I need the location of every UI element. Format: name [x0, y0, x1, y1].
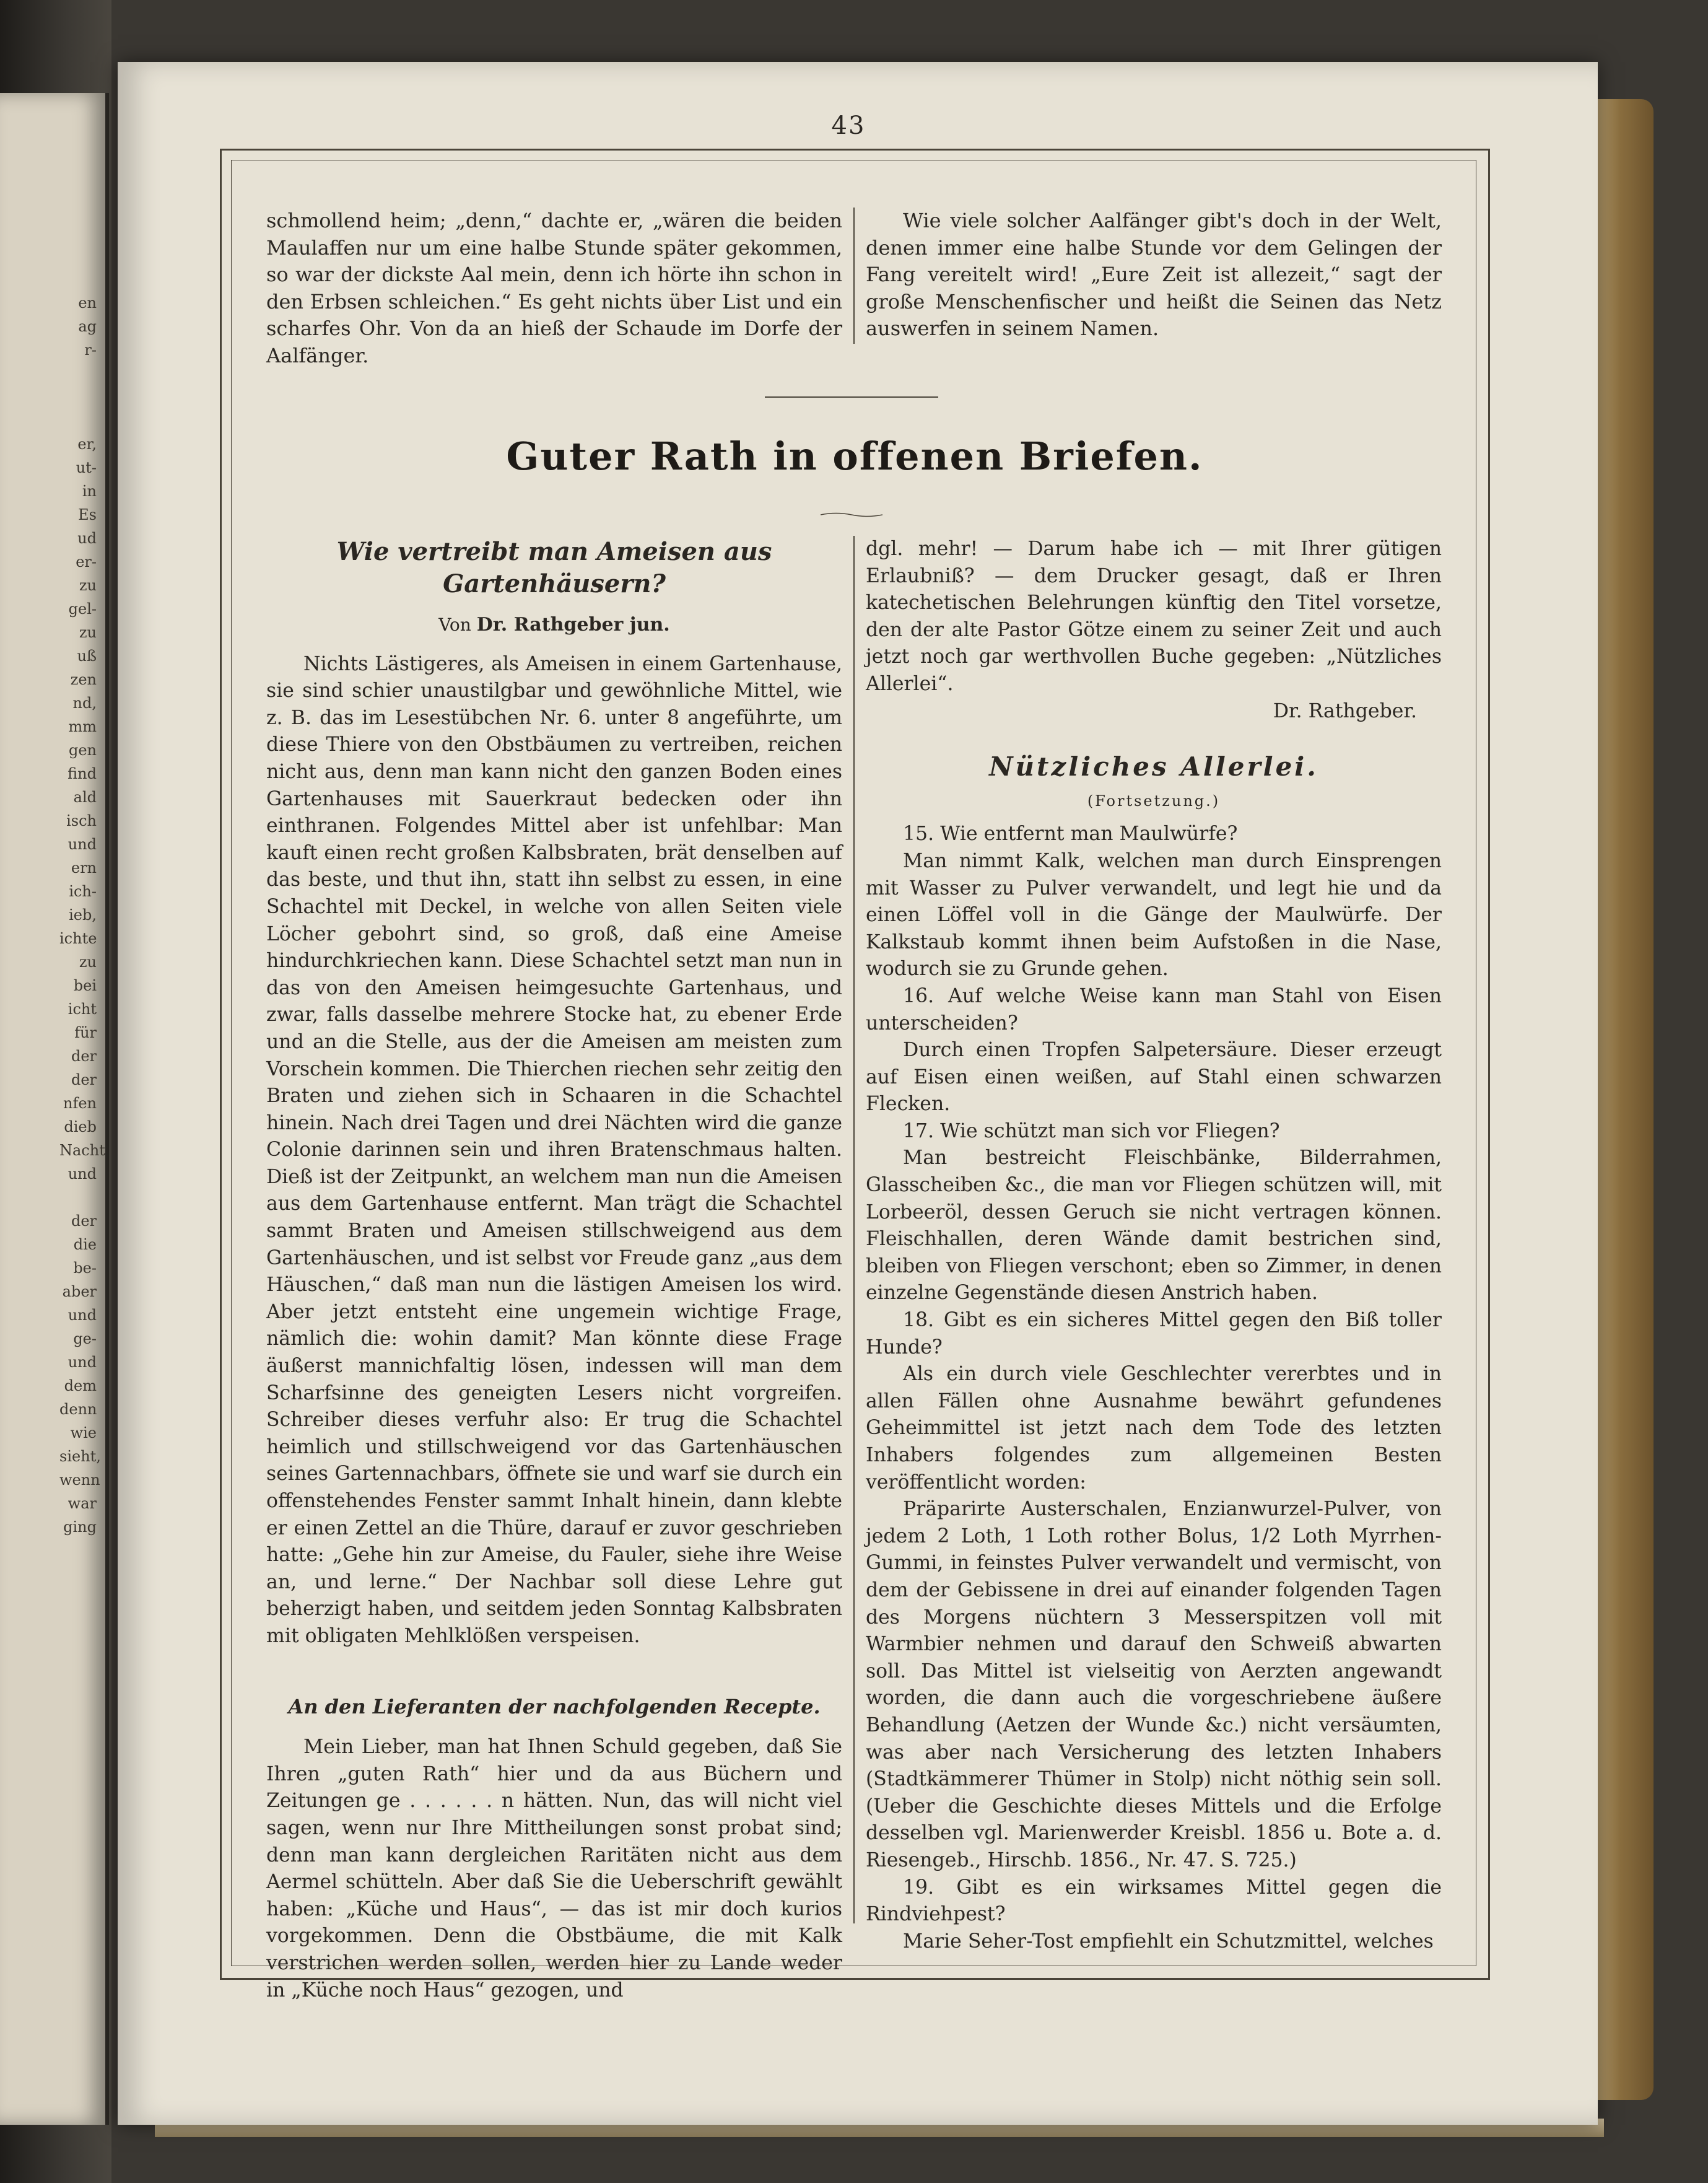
left-page-fragment: bei	[73, 977, 97, 994]
left-page-fragment: ern	[71, 859, 97, 877]
left-page-fragment	[59, 385, 97, 409]
left-page-fragment: der	[71, 1071, 97, 1088]
left-page-fragment: der	[71, 1048, 97, 1065]
left-page-fragment: zen	[70, 671, 97, 688]
supplier-continuation: dgl. mehr! — Darum habe ich — mit Ihrer gütigen Erlaubniß? — dem Drucker gesagt, daß er Ihren katechetischen Belehrungen künftig den Titel vorsetze, den der alte Pastor Götze einem zu seiner Zeit und auch jetzt noch gar werthvollen Buche gegeben: „Nützliches Allerlei“.	[866, 538, 1442, 695]
top-column-divider	[853, 208, 855, 344]
left-page-fragment: ut-	[76, 459, 97, 476]
left-page-fragment: in	[82, 483, 97, 500]
left-page-fragment: dieb	[64, 1118, 97, 1135]
top-right-text: Wie viele solcher Aalfänger gibt's doch in der Welt, denen immer eine halbe Stunde vor dem Gelingen der Fang vereitelt wird! „Eure Zeit ist allezeit,“ sagt der große Menschenfischer und heißt die Seinen das Netz auswerfen in seinem Namen.	[866, 209, 1442, 341]
left-page-fragment: zu	[79, 624, 97, 641]
left-page-fragment: dem	[64, 1377, 97, 1394]
left-page-fragment: ieb,	[69, 906, 97, 924]
left-page-fragment: mm	[68, 718, 97, 735]
left-page-fragment: wie	[70, 1424, 97, 1441]
article-byline	[266, 611, 842, 639]
left-page-fragment: gel-	[68, 600, 97, 618]
answer-17: Man bestreicht Fleischbänke, Bilderrahmen, Glasscheiben &c., die man vor Fliegen schützen will, mit Lorbeeröl, dessen Geruch sie nicht vertragen können. Fleischhallen, deren Wände damit bestrichen sind, bleiben von Fliegen verschont; eben so Zimmer, in denen einzelne Gegenstände diesen Anstrich haben.	[866, 1147, 1442, 1305]
left-page-fragment: der	[71, 1212, 97, 1230]
left-page-fragment: und	[68, 1354, 97, 1371]
left-page-fragment: isch	[66, 812, 97, 829]
article-title-ants: Wie vertreibt man Ameisen aus Gartenhäusern?	[336, 537, 772, 598]
page-stack-edge	[1598, 99, 1654, 2100]
left-page-fragment: und	[68, 836, 97, 853]
main-title: Guter Rath in offenen Briefen.	[506, 434, 1203, 479]
question-16: 16. Auf welche Weise kann man Stahl von Eisen unterscheiden?	[866, 984, 1442, 1035]
left-page-fragment: uß	[77, 647, 97, 665]
main-column-divider	[853, 536, 855, 1923]
left-page-fragment: zu	[79, 577, 97, 594]
left-page-fragment: ag	[78, 318, 97, 335]
left-page-fragment: r-	[84, 341, 97, 359]
left-page-fragment: zu	[79, 953, 97, 971]
answer-18-recipe: Präparirte Austerschalen, Enzianwurzel-Pulver, von jedem 2 Loth, 1 Loth rother Bolus, 1/2 Loth Myrrhen-Gummi, in feinstes Pulver verwandelt und vermischt, von dem der Gebissene in drei auf einander folgenden Tagen des Morgens nüchtern 3 Messerspitzen voll mit Warmbier nehmen und darauf den Schweiß abwarten soll. Das Mittel ist vielseitig von Aerzten angewandt worden, die dann auch die vorgeschriebene äußere Behandlung (Aetzen der Wunde &c.) nicht versäumten, was aber nach Versicherung des letzten Inhabers (Stadtkämmerer Thümer in Stolp) nicht nöthig sein soll. (Ueber die Geschichte dieses Mittels und die Erfolge desselben vgl. Marienwerder Kreisbl. 1856 u. Bote a. d. Riesengeb., Hirschb. 1856., Nr. 47. S. 725.)	[866, 1498, 1442, 1871]
left-page-fragment: ald	[73, 789, 97, 806]
answer-18: Als ein durch viele Geschlechter vererbtes und in allen Fällen ohne Ausnahme bewährt gefundenes Geheimmittel ist jetzt nach dem Tode des letzten Inhabers folgendes zum allgemeinen Besten veröffentlicht worden:	[866, 1363, 1442, 1494]
article-ants-body: Nichts Lästigeres, als Ameisen in einem Gartenhause, sie sind schier unaustilgbar und gewöhnliche Mittel, wie z. B. das im Lesestübchen Nr. 6. unter 8 angeführte, um diese Thiere von den Obstbäumen zu vertreiben, reichen nicht aus, denn man kann nicht den ganzen Boden eines Gartenhauses mit Sauerkraut bedecken oder ihn einthranen. Folgendes Mittel aber ist unfehlbar: Man kauft einen recht großen Kalbsbraten, brät denselben auf das beste, und thut ihn, statt ihn selbst zu essen, in eine Schachtel mit Deckel, in welche von allen Seiten viele Löcher gebohrt sind, so groß, daß eine Ameise hindurchkriechen kann. Diese Schachtel setzt man nun in das von den Ameisen heimgesuchte Gartenhaus, und zwar, falls dasselbe mehrere Stocke hat, zu ebener Erde und an die Stelle, aus der die Ameisen am meisten zum Vorschein kommen. Die Thierchen riechen sehr zeitig den Braten und ziehen sich in Schaaren in die Schachtel hinein. Nach drei Tagen und drei Nächten wird die ganze Colonie darinnen sein und ihren Bratenschmaus halten. Dieß ist der Zeitpunkt, an welchem man nun die Ameisen aus dem Gartenhause entfernt. Man trägt die Schachtel sammt Braten und Ameisen stillschweigend aus dem Gartenhäuschen, und ist selbst vor Freude ganz „aus dem Häuschen,“ daß man nun die lästigen Ameisen los wird. Aber jetzt entsteht eine ungemein wichtige Frage, nämlich die: wohin damit? Man könnte diese Frage äußerst mannichfaltig lösen, indessen will man dem Scharfsinne des geneigten Lesers nicht vorgreifen. Schreiber dieses verfuhr also: Er trug die Schachtel heimlich und stillschweigend vor das Gartenhäuschen seines Gartennachbars, öffnete sie und warf sie durch ein offenstehendes Fenster sammt Inhalt hinein, dann klebte er einen Zettel an die Thüre, darauf er zuvor geschrieben hatte: „Gehe hin zur Ameise, du Fauler, siehe ihre Weise an, und lerne.“ Der Nachbar soll diese Lehre gut beherzigt haben, und seitdem jeden Sonntag Kalbsbraten mit obligaten Mehlklößen verspeisen.	[266, 652, 842, 1647]
lower-right-column	[866, 536, 1442, 1955]
left-page-fragment: ich-	[69, 883, 97, 900]
question-15: 15. Wie entfernt man Maulwürfe?	[903, 823, 1238, 846]
left-page-fragment: die	[73, 1236, 97, 1253]
left-page-fragment: gen	[68, 742, 97, 759]
left-page-fragment: er,	[77, 435, 97, 453]
left-page-fragment: und	[68, 1306, 97, 1324]
section-continued-note: (Fortsetzung.)	[1087, 792, 1221, 810]
left-page-fragment: er-	[76, 553, 97, 571]
answer-15: Man nimmt Kalk, welchen man durch Einsprengen mit Wasser zu Pulver verwandelt, und legt hie und da einen Löffel voll in die Gänge der Maulwürfe. Der Kalkstaub kommt ihnen beim Aufstoßen in die Nase, wodurch sie zu Grunde gehen.	[866, 849, 1442, 981]
left-page-fragment: en	[78, 294, 97, 312]
left-page-fragment: wenn	[59, 1471, 100, 1489]
left-page-fragment: ge-	[73, 1330, 97, 1347]
left-page-fragment: denn	[59, 1401, 97, 1418]
question-17: 17. Wie schützt man sich vor Fliegen?	[903, 1119, 1280, 1142]
left-page-fragment: Es	[78, 506, 97, 523]
article-title-supplier: An den Lieferanten der nachfolgenden Recepte.	[288, 1694, 821, 1718]
left-page-fragment: Nacht	[59, 1142, 105, 1159]
byline-prefix: Von	[438, 615, 471, 635]
title-swash-ornament	[821, 512, 882, 518]
signature: Dr. Rathgeber.	[1273, 699, 1417, 722]
lower-left-column	[266, 536, 842, 2004]
left-page-fragment: für	[74, 1024, 97, 1041]
top-left-column	[266, 208, 842, 370]
left-page-fragment: ud	[77, 530, 97, 547]
left-page-fragment	[59, 409, 97, 432]
section-title: Nützliches Allerlei.	[989, 751, 1318, 782]
left-page-edge	[0, 93, 109, 2125]
left-page-fragment: nd,	[72, 694, 97, 712]
article-supplier-body: Mein Lieber, man hat Ihnen Schuld gegeben, daß Sie Ihren „guten Rath“ hier und da aus Büchern und Zeitungen ge . . . . . . n hätten. Nun, das will nicht viel sagen, wenn nur Ihre Mittheilungen sonst probat sind; denn man kann dergleichen Raritäten nicht aus dem Aermel schütteln. Aber daß Sie die Ueberschrift gewählt haben: „Küche und Haus“, — das ist mir doch kurios vorgekommen. Denn die Obstbäume, die mit Kalk verstrichen werden sollen, werden hier zu Lande weder in „Küche noch Haus“ gezogen, und	[266, 1736, 842, 2001]
byline-author: Dr. Rathgeber jun.	[476, 614, 670, 636]
left-page-fragment: ging	[63, 1518, 97, 1536]
left-page-fragment: be-	[73, 1259, 97, 1277]
left-page-fragment: und	[68, 1165, 97, 1183]
left-page-fragments	[59, 291, 105, 1539]
top-right-column	[866, 208, 1442, 343]
page-number: 43	[831, 112, 866, 140]
answer-19: Marie Seher-Tost empfiehlt ein Schutzmittel, welches	[903, 1930, 1434, 1953]
left-page-fragment	[59, 1186, 97, 1209]
left-page-fragment: war	[68, 1495, 97, 1512]
left-page-fragment	[59, 362, 97, 385]
left-page-fragment: sieht,	[59, 1448, 101, 1465]
left-page-fragment: find	[68, 765, 97, 782]
left-page-fragment: aber	[62, 1283, 97, 1300]
left-page-fragment: icht	[68, 1000, 97, 1018]
section-separator	[765, 396, 938, 398]
question-19: 19. Gibt es ein wirksames Mittel gegen die Rindviehpest?	[866, 1876, 1442, 1926]
left-page-fragment: nfen	[63, 1095, 97, 1112]
left-page-fragment: ichte	[59, 930, 97, 947]
top-left-text: schmollend heim; „denn,“ dachte er, „wären die beiden Maulaffen nur um eine halbe Stunde später gekommen, so war der dickste Aal mein, denn ich hörte ihn schon in den Erbsen schleichen.“ Es geht nichts über List und ein scharfes Ohr. Von da an hieß der Schaude im Dorfe der Aalfänger.	[266, 209, 842, 367]
question-18: 18. Gibt es ein sicheres Mittel gegen den Biß toller Hunde?	[866, 1309, 1442, 1358]
answer-16: Durch einen Tropfen Salpetersäure. Dieser erzeugt auf Eisen einen weißen, auf Stahl einen schwarzen Flecken.	[866, 1039, 1442, 1116]
